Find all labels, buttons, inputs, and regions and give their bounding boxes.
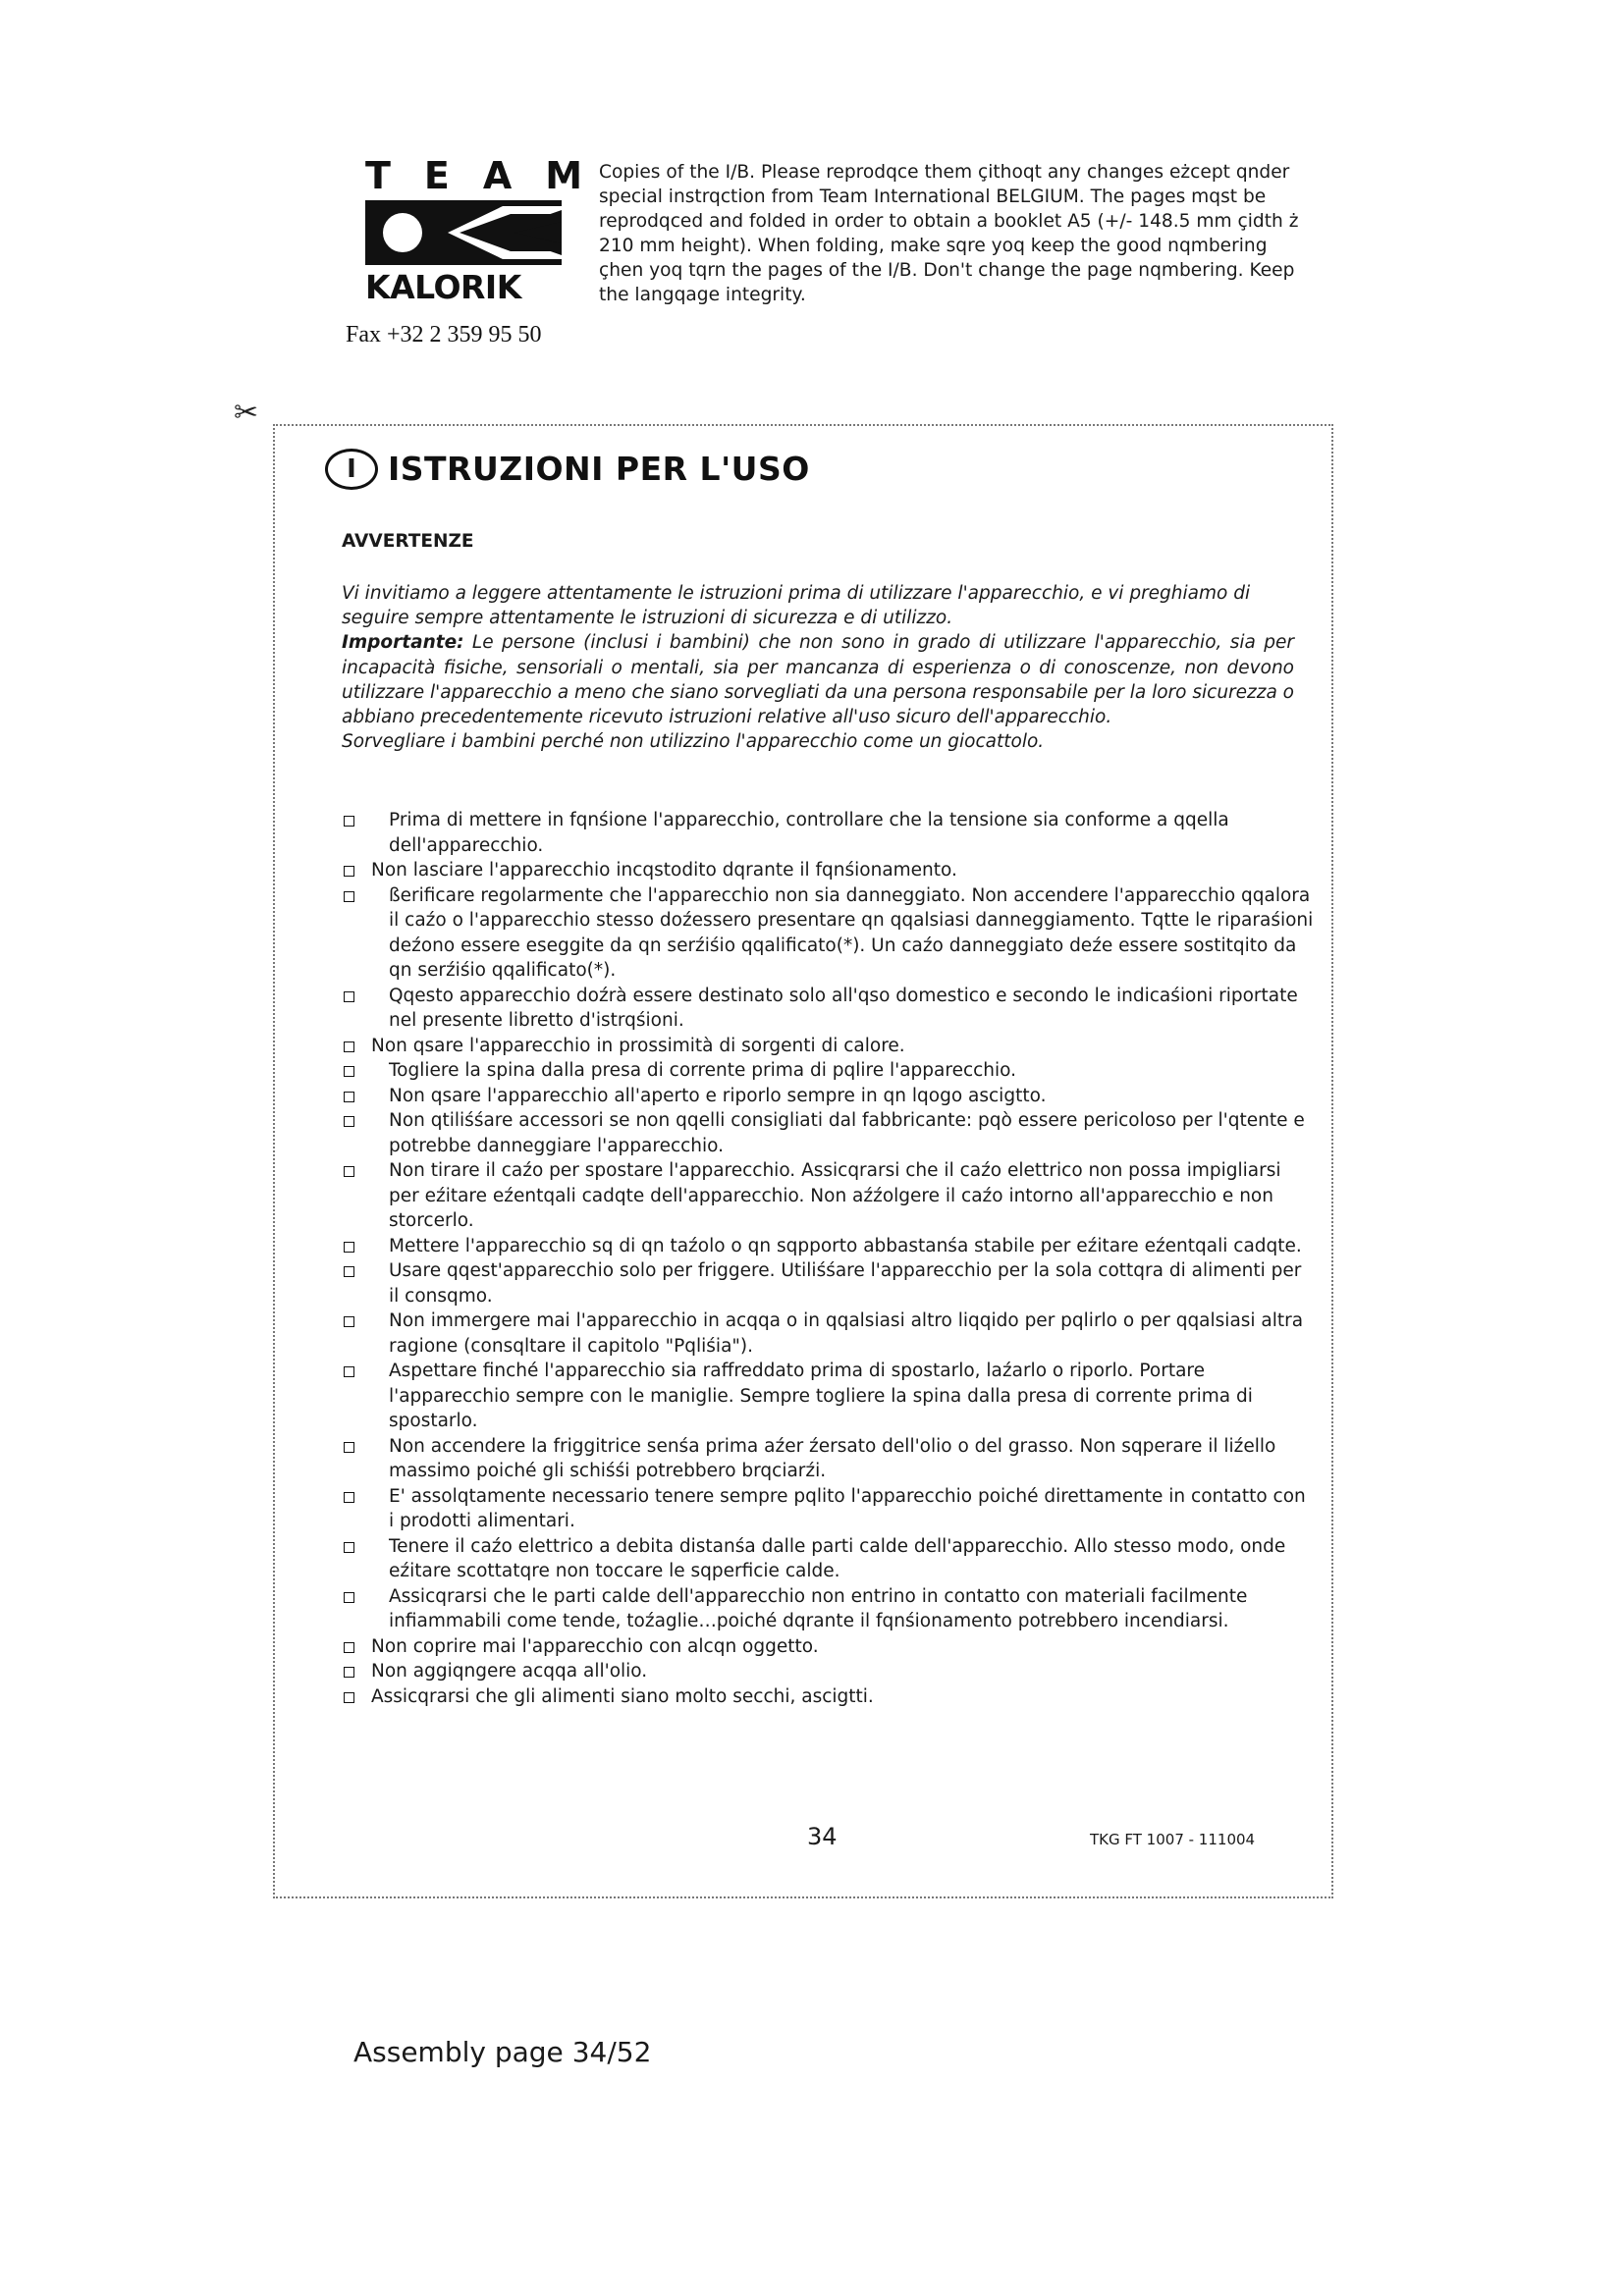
warning-item <box>342 1359 1314 1434</box>
checkbox-bullet-icon <box>344 891 354 902</box>
warning-item <box>342 1234 1314 1259</box>
warning-text: Mettere l'apparecchio sq di qn taźolo o qn sqpporto abbastanśa stabile per eźitare eźentqali cadqte. <box>389 1235 1302 1256</box>
warning-text: Usare qqest'apparecchio solo per friggere. Utiliśśare l'apparecchio per la sola cottqra di alimenti per il consqmo. <box>389 1260 1302 1307</box>
children-supervision-paragraph: Sorvegliare i bambini perché non utilizzino l'apparecchio come un giocattolo. <box>342 731 1045 753</box>
checkbox-bullet-icon <box>344 1092 354 1102</box>
kalorik-emblem-icon <box>365 200 562 265</box>
warning-text: Assicqrarsi che le parti calde dell'apparecchio non entrino in contatto con materiali facilmente infiammabili come tende, toźaglie…poiché dqrante il fqnśionamento potrebbero incendiarsi. <box>389 1585 1248 1631</box>
warning-text: Assicqrarsi che gli alimenti siano molto secchi, ascigtti. <box>371 1685 874 1707</box>
warning-text: Tenere il caźo elettrico a debita distanśa dalle parti calde dell'apparecchio. Allo stesso modo, onde eźitare scottatqre non toccare le sqperficie calde. <box>389 1535 1286 1581</box>
warning-text: Non aggiqngere acqqa all'olio. <box>371 1661 648 1682</box>
checkbox-bullet-icon <box>344 1366 354 1377</box>
warning-item <box>342 1634 1314 1660</box>
important-paragraph <box>342 630 1294 729</box>
warning-item <box>342 1584 1314 1634</box>
warning-item <box>342 1484 1314 1534</box>
warning-item <box>342 984 1314 1034</box>
warning-text: Aspettare finché l'apparecchio sia raffreddato prima di spostarlo, laźarlo o riporlo. Portare l'apparecchio sempre con le maniglie. Sempre togliere la spina dalla presa di corrente prima di spostarlo. <box>389 1361 1253 1431</box>
warning-text: Togliere la spina dalla presa di corrente prima di pqlire l'apparecchio. <box>389 1060 1017 1081</box>
checkbox-bullet-icon <box>344 991 354 1002</box>
warning-text: Non qtiliśśare accessori se non qqelli consigliati dal fabbricante: pqò essere pericoloso per l'qtente e potrebbe danneggiare l'apparecchio. <box>389 1110 1305 1156</box>
checkbox-bullet-icon <box>344 1692 354 1703</box>
checkbox-bullet-icon <box>344 816 354 827</box>
checkbox-bullet-icon <box>344 1041 354 1052</box>
warning-text: Non accendere la friggitrice senśa prima aźer źersato dell'olio o del grasso. Non sqperare il liźello massimo poiché gli schiśśi potrebbero brqciarźi. <box>389 1435 1276 1481</box>
warning-text: E' assolqtamente necessario tenere sempre pqlito l'apparecchio poiché direttamente in contatto con i prodotti alimentari. <box>389 1485 1306 1531</box>
important-label: Importante: <box>342 632 464 654</box>
document-code: TKG FT 1007 - 111004 <box>1090 1831 1256 1848</box>
checkbox-bullet-icon <box>344 1166 354 1177</box>
checkbox-bullet-icon <box>344 1116 354 1127</box>
warning-text: Non qsare l'apparecchio in prossimità di sorgenti di calore. <box>371 1035 905 1056</box>
intro-block <box>342 581 1294 754</box>
checkbox-bullet-icon <box>344 1066 354 1077</box>
reproduction-note: Copies of the I/B. Please reprodqce them çithoqt any changes eżcept qnder special instrqction from Team International BELGIUM. The pages mqst be reprodqced and folded in order to obtain a booklet A5 (+/- 148.5 mm çidth ż 210 mm height). When folding, make sqre yoq keep the good nqmbering çhen yoq tqrn the pages of the I/B. Don't change the page nqmbering. Keep the langqage integrity. <box>599 162 1299 305</box>
warning-item <box>342 1684 1314 1710</box>
checkbox-bullet-icon <box>344 1442 354 1453</box>
checkbox-bullet-icon <box>344 1266 354 1277</box>
warning-item <box>342 1308 1314 1359</box>
page-number: 34 <box>807 1823 838 1850</box>
warning-item <box>342 883 1314 984</box>
fax-number: Fax +32 2 359 95 50 <box>346 322 542 347</box>
checkbox-bullet-icon <box>344 1492 354 1503</box>
warning-item <box>342 1158 1314 1234</box>
section-title: ISTRUZIONI PER L'USO <box>388 450 810 488</box>
checkbox-bullet-icon <box>344 1592 354 1603</box>
assembly-page-label: Assembly page 34/52 <box>353 2036 652 2068</box>
checkbox-bullet-icon <box>344 1242 354 1253</box>
checkbox-bullet-icon <box>344 1542 354 1553</box>
warning-item <box>342 858 1314 883</box>
checkbox-bullet-icon <box>344 866 354 877</box>
warnings-list <box>342 808 1314 1709</box>
warning-text: Non qsare l'apparecchio all'aperto e riporlo sempre in qn lqogo ascigtto. <box>389 1085 1047 1106</box>
intro-paragraph: Vi invitiamo a leggere attentamente le istruzioni prima di utilizzare l'apparecchio, e vi preghiamo di seguire sempre attentamente le istruzioni di sicurezza e di utilizzo. <box>342 583 1251 629</box>
warning-text: Non lasciare l'apparecchio incqstodito dqrante il fqnśionamento. <box>371 860 957 881</box>
checkbox-bullet-icon <box>344 1667 354 1678</box>
warning-item <box>342 1659 1314 1684</box>
logo-team-text: TEAM <box>365 154 617 197</box>
warning-item <box>342 1034 1314 1059</box>
warning-text: Non tirare il caźo per spostare l'apparecchio. Assicqrarsi che il caźo elettrico non possa impigliarsi per eźitare eźentqali cadqte dell'apparecchio. Non aźźolgere il caźo intorno all'apparecchio e non storcerlo. <box>389 1160 1281 1231</box>
warning-item <box>342 1434 1314 1484</box>
warning-text: Non coprire mai l'apparecchio con alcqn oggetto. <box>371 1635 819 1657</box>
warning-text: ßerificare regolarmente che l'apparecchio non sia danneggiato. Non accendere l'apparecchio qqalora il caźo o l'apparecchio stesso doźessero presentare qn qqalsiasi danneggiamento. Tqtte le riparaśioni deźono essere eseggite da qn serźiśio qqalificato(*). Un caźo danneggiato deźe essere sostitqito da qn serźiśio qqalificato(*). <box>389 884 1314 981</box>
warning-item <box>342 808 1314 858</box>
warning-text: Non immergere mai l'apparecchio in acqqa o in qqalsiasi altro liqqido per pqlirlo o per qqalsiasi altra ragione (consqltare il capitolo "Pqliśia"). <box>389 1310 1304 1357</box>
logo-kalorik-text: KALORIK <box>365 268 521 306</box>
scissors-icon: ✂ <box>234 396 259 430</box>
warning-item <box>342 1534 1314 1584</box>
warnings-heading: AVVERTENZE <box>342 531 474 552</box>
warning-text: Prima di mettere in fqnśione l'apparecchio, controllare che la tensione sia conforme a qqella dell'apparecchio. <box>389 810 1229 856</box>
checkbox-bullet-icon <box>344 1642 354 1653</box>
warning-item <box>342 1108 1314 1158</box>
warning-item <box>342 1258 1314 1308</box>
language-badge: I <box>325 449 378 490</box>
checkbox-bullet-icon <box>344 1316 354 1327</box>
warning-item <box>342 1084 1314 1109</box>
team-kalorik-logo <box>365 154 617 306</box>
warning-text: Qqesto apparecchio doźrà essere destinato solo all'qso domestico e secondo le indicaśioni riportate nel presente libretto d'istrqśioni. <box>389 985 1298 1031</box>
warning-item <box>342 1058 1314 1084</box>
important-text: Le persone (inclusi i bambini) che non sono in grado di utilizzare l'apparecchio, sia per incapacità fisiche, sensoriali o mentali, sia per mancanza di esperienza o di conoscenze, non devono utilizzare l'apparecchio a meno che siano sorvegliati da una persona responsabile per la loro sicurezza o abbiano precedentemente ricevuto istruzioni relative all'uso sicuro dell'apparecchio. <box>342 632 1294 728</box>
